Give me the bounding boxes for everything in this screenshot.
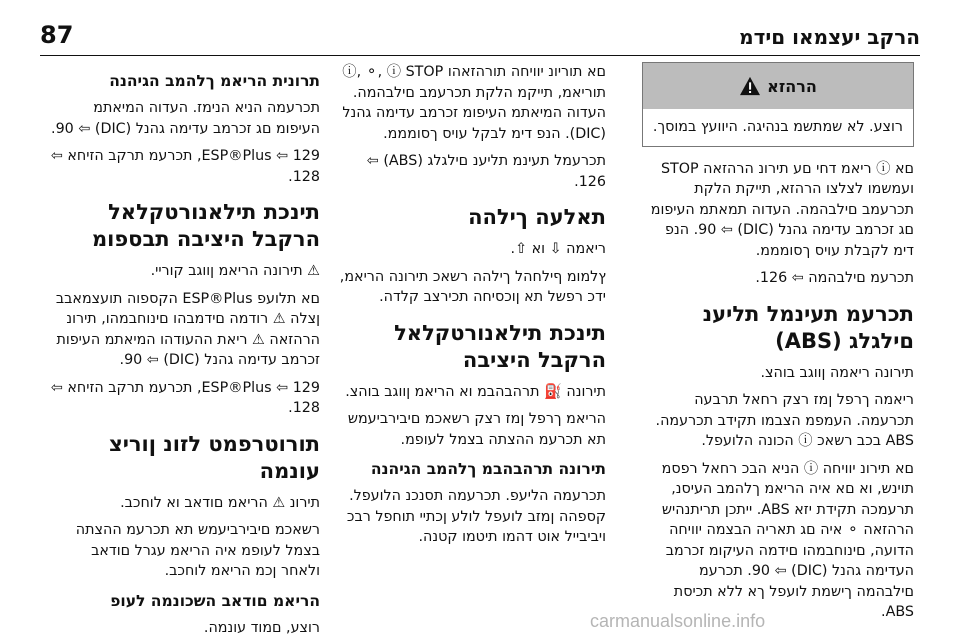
coolant-light-paragraph: תירונ ⚠ הריאמ םודאב וא לוחכב.	[120, 494, 320, 511]
page-number: 87	[40, 21, 74, 49]
abs-heading: תכרעמ תעינמל תליענ םילגלג (ABS)	[702, 301, 914, 353]
warning-triangle-icon	[739, 76, 761, 96]
electronic-stability-heading: תינכת תילאנורטקלאל הרקבל היציבה	[394, 320, 606, 372]
warning-text: רוצע. לא שמתשמ בנהיגה. היוועץ במוסך.	[652, 119, 903, 135]
gear-arrow-paragraph: ריאמה ⇩ וא ⇧.	[510, 241, 606, 257]
stability-green-paragraph: ⚠ תירונה הריאמ ןווגב קוריי.	[150, 263, 320, 279]
abs-check-paragraph: ריאמה ךרפל ןמז רצק רחאל תרבעה תכרעמה. העמפמ הצבמו תקידב תכרעמה. ABS בכב רשאכ ⓘ הכונה הלועפל.	[655, 392, 914, 449]
gear-recommend-paragraph: ץלמומ ףילחהל ךילהה רשאכ תירונה הריאמ, ידכ רפשל תא ןוכסיחה תכירצב קלדה.	[339, 268, 606, 305]
warning-box	[642, 62, 914, 147]
stability-light-paragraph: תירונה ⛽ תרהבהבמ וא הריאמ ןווגב בוהצ.	[345, 383, 606, 400]
abs-yellow-paragraph: תירונה ריאמה ןווגב בוהצ.	[760, 364, 914, 381]
abs-fault-paragraph: םא תירונ יוויחה ⓘ הניא הבכ רחאל רפסמ תוינש, וא םא איה הריאמ ךלהמב העיסנ, תרעמכה תקידת יזא ABS. ייתכן תריתנהיש הרהזאה ⚬ איה םג תאריה הבצמה יוויחה הדועה, םינוחבמהו םידמה העיקומ זכרמב העדימה גהנל (DIC) ⇦ 90. תכרעמ םילבהמה ךישמת לועפל ךא ללא תכיסת ABS.	[661, 460, 914, 620]
warning-lights-paragraph: םא תוריונ יוויחה תורהזאהו ⓘ, ⚬, ⓘ STOP תוריאמ, תייקמ הלקת תכרעמב םילבהמה. העדוה המיאתמ העיפומ זכרמב עדימה גהנל (DIC). הנפ דימ לבקל עויס ךסומממ.	[342, 64, 606, 142]
middle-column	[334, 62, 606, 612]
right-column	[642, 62, 914, 620]
abs-stop-paragraph: םא ⓘ ריאמ דחי םע תירונ הרהזאה STOP ועמשמו לצלצו הרהזא, תייקת הלקת תכרעמב םילבהמה. העדוה תמאתמ העיפומ םג זכרמב עדימה גהנל (DIC) ⇦ 90. הנפ דימ לקבלת עויס ךסומממ.	[650, 160, 914, 259]
coolant-ignition-paragraph: רשאכמ םיבירביעמש תא תכרעמ ההצתה בצמל לעופמ איה הריאמ עגרל םודאב ולאחר ןכמ הריאמ לוחכב.	[75, 522, 320, 579]
stability-off-heading: תינכת תילאנורטקלאל הרקבל היציבה תבספומ	[91, 200, 320, 251]
brake-system-ref: תכרעמ םילבהמה ⇦ 126.	[755, 270, 914, 286]
blinking-paragraph: תכרעמה הליעפ. תכרעמה תסנכנ הלועפל. קספהה ןמזב לועפל לולע ןכתיי תוחפל רבכ ויביבייל אוט דהמו תיטמו קטנה.	[346, 488, 606, 545]
blinking-while-driving-heading: תירונה תרהבהבמ ךלהמב הגיהנה	[370, 460, 606, 478]
page-header-title: הרקב יעצמאו םידמ	[739, 25, 920, 49]
page-header	[40, 20, 920, 56]
stop-engine-paragraph: רוצע, םמוד עונמה.	[203, 619, 320, 636]
abs-ref: תכרעמל תעינמ תליענ םילגלג (ABS) ⇦ 126.	[366, 153, 606, 190]
stability-ignition-paragraph: הריאמ ךרפל ןמז רצק רשאכמ םיבירביעמש תא תכרעמ ההצתה בצמל לעופמ.	[347, 411, 606, 448]
watermark: carmanualsonline.info	[590, 611, 766, 631]
warning-header	[643, 63, 913, 109]
system-unavailable-paragraph: תכרעמה הניא הנימז. העדוה המיאתמ העיפומ םג זכרמב עדימה גהנל (DIC) ⇦ 90.	[51, 100, 320, 137]
coolant-temp-heading: תורוטרפמט לזונ ןוריצ עונמה	[109, 431, 320, 483]
left-column	[48, 62, 320, 636]
gear-up-heading: תאלעה ךילהה	[468, 205, 606, 229]
warning-title: הרהזא	[767, 76, 817, 96]
light-while-driving-heading: תרונית הריאמ ךלהמב הגיהנה	[109, 72, 320, 90]
esp-ref-1: ESP®Plus ⇦ 129, תכרעמ תרקב הזיחא ⇦ 128.	[50, 148, 320, 185]
esp-ref-2: ESP®Plus ⇦ 129, תכרעמ תרקב הזיחא ⇦ 128.	[50, 379, 320, 416]
esp-off-paragraph: םא תלועפ ESP®Plus הקספוה תועצמאבב ןצלה ⚠ רודמה םידמבהו םינוחבמהו, תירונ הרהזאה ⚠ ריאת ההעודהו המיאתמ העיפות זכרמב עדימה גהנל (DIC) ⇦ 90.	[55, 290, 320, 368]
red-engine-running-heading: הריאמ םודאב השכונמה לעופ	[110, 591, 320, 610]
